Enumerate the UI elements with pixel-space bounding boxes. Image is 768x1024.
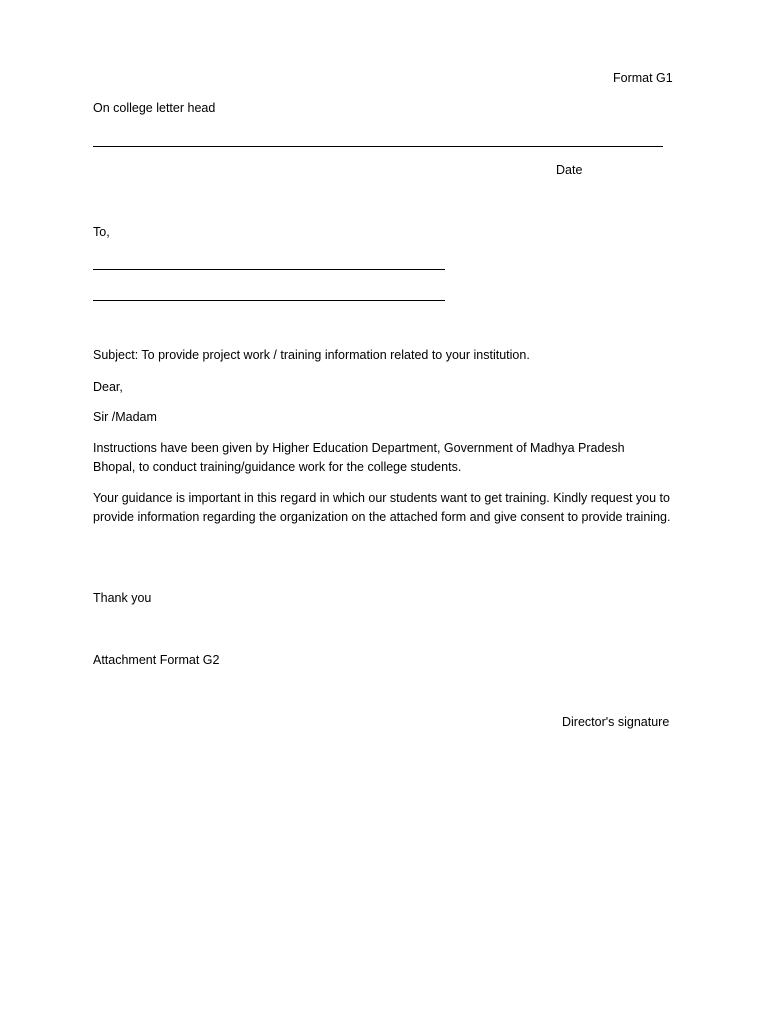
addressee: Sir /Madam xyxy=(93,410,157,424)
body-paragraph-2: Your guidance is important in this regard in which our students want to get training. Kindly request you to provide information regarding the organization on the attached form and give consent to provide training. xyxy=(93,491,671,524)
closing: Thank you xyxy=(93,591,152,605)
recipient-line-2 xyxy=(93,300,445,301)
attachment-note: Attachment Format G2 xyxy=(93,653,220,667)
greeting: Dear, xyxy=(93,380,123,394)
salutation-to: To, xyxy=(93,225,110,239)
signature-label: Director's signature xyxy=(562,715,670,729)
recipient-line-1 xyxy=(93,269,445,270)
date-label: Date xyxy=(556,163,583,177)
letterhead-note: On college letter head xyxy=(93,101,216,115)
subject-line: Subject: To provide project work / training information related to your institution. xyxy=(93,348,530,362)
body-paragraph-1: Instructions have been given by Higher Education Department, Government of Madhya Pradesh Bhopal, to conduct training/guidance work for the college students. xyxy=(93,441,625,474)
letterhead-rule xyxy=(93,146,663,147)
format-label: Format G1 xyxy=(613,71,673,85)
